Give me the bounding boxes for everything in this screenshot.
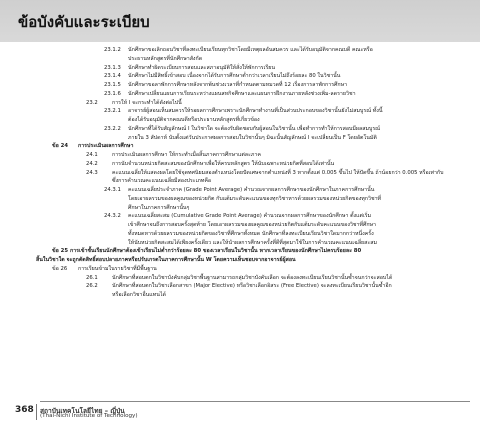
clause-text: ภายใน 3 สัปดาห์ นับตั้งแต่วันประกาศผลการสอบในวิชานั้นๆ มิฉะนั้นสัญลักษณ์ I จะเปลี่ยนเป็น F โดยอัตโนมัติ: [128, 134, 377, 141]
clause-number: ข้อ 24: [52, 143, 69, 150]
clause-number: 23.1.5: [104, 82, 121, 88]
clause-text: การประเมินผลการศึกษา ให้กระทำเมื่อสิ้นภาคการศึกษาแต่ละภาค: [112, 152, 261, 158]
clause-number: ข้อ 25: [52, 248, 69, 255]
clause-number: 23.1.6: [104, 90, 121, 97]
clause-text: หรือเลือกวิชาอื่นแทนได้: [112, 292, 166, 298]
clause-text: โดยเอาผลรวมของผลคูณของหน่วยกิต กับแต้มระดับคะแนนของทุกวิชาหารด้วยผลรวมของหน่วยกิตของทุกวิชาที่: [128, 195, 382, 202]
clause-number: 23.2: [86, 99, 98, 106]
clause-text: นักศึกษาที่สอบตกในวิชาบังคับกลุ่มวิชาพื้นฐานสามารถกลุ่มวิชาบังคับเลือก จะต้องลงทะเบียนเรียนวิชานั้นซ้ำจนกว่าจะสอบได้: [112, 274, 393, 281]
clause-text: การเข้าชั้นเรียนนักศึกษาต้องเข้าเรียนไม่ต่ำกว่าร้อยละ 80 ของเวลาเรียนในวิชานั้น หากเวลาเรียนของนักศึกษาไม่ครบร้อยละ 80: [70, 248, 362, 255]
clause-text: คะแนนเฉลี่ยให้แสดงผลโดยใช้จุดทศนิยมสองตำแหน่งโดยปัดเศษจากตำแหน่งที่ 3 หากตั้งแต่ 0.005 ขึ้นไป ให้ปัดขึ้น ถ้าน้อยกว่า 0.005 หรือเท่ากับ: [112, 169, 444, 176]
clause-number: 23.1.2: [104, 47, 121, 53]
page-title: ข้อบังคับและระเบียบ: [18, 13, 150, 31]
clause-text: นักศึกษาที่สอบตกในวิชาเลือกสาขา (Major Elective) หรือวิชาเลือกอิสระ (Free Elective) จะลงทะเบียนเรียนวิชานั้นซ้ำอีก: [112, 283, 392, 290]
footer-org-thai: สถาบันเทคโนโลยีไทย – ญี่ปุ่น: [40, 407, 125, 415]
clause-number: 24.1: [86, 152, 98, 158]
clause-number: 26.2: [86, 283, 98, 290]
clause-number: 24.3.2: [104, 213, 121, 220]
clause-text: ประธานหลักสูตรที่นักศึกษาสังกัด: [128, 55, 203, 62]
clause-number: 23.2.2: [104, 125, 121, 132]
clause-text: ต้องได้รับอนุมัติจากคณบดีหรือประธานหลักสูตรที่เกี่ยวข้อง: [128, 117, 260, 123]
clause-text: สิ้นในวิชาใด จะถูกตัดสิทธิ์สอบปลายภาคหรือปรับเกรดในภาคการศึกษานั้น W โดยความเห็นชอบจากอาจารย์ผู้สอน: [36, 257, 296, 263]
clause-text: นักศึกษาทำผิดระเบียบการสอบและสภาอนุมัติให้สั่งให้พักการเรียน: [128, 64, 276, 71]
clause-text: นักศึกษาขอเลิกถอนวิชาที่ลงทะเบียนเรียนทุกวิชาโดยมีเหตุผลอันสมควร และได้รับอนุมัติจากคณบดี คณะหรือ: [128, 47, 373, 53]
clause-text: การนับจำนวนหน่วยกิตสะสมของนักศึกษาเพื่อให้ครบหลักสูตร ให้นับเฉพาะหน่วยกิตที่สอบได้เท่านั้น: [112, 160, 335, 167]
clause-number: 26.1: [86, 274, 98, 281]
clause-text: การประเมินผลการศึกษา: [78, 143, 134, 150]
clause-text: ให้นับหน่วยกิตสะสมได้เพียงครั้งเดียว และให้นำผลการศึกษาครั้งที่ดีที่สุดมาใช้ในการคำนวณคะแนนเฉลี่ยสะสม: [128, 239, 377, 246]
clause-text: ซึ่งการคำนวณคะแนนเฉลี่ยมีสองประเภทคือ: [112, 178, 212, 185]
clause-text: นักศึกษาไม่มีสิทธิ์เข้าสอบ เนื่องจากได้รับการศึกษาต่ำกว่าเวลาเรียนไม่ถึงร้อยละ 80 ในวิชานั้น: [128, 73, 341, 80]
clause-text: การเรียนข้ามในรายวิชาที่มีพื้นฐาน: [78, 265, 157, 272]
clause-text: คะแนนเฉลี่ยสะสม (Cumulative Grade Point Average) คำนวณจากผลการศึกษาของนักศึกษา ตั้งแต่เริ่ม: [128, 213, 372, 220]
clause-number: 24.2: [86, 160, 98, 167]
clause-number: 23.1.3: [104, 64, 121, 71]
clause-text: นักศึกษาขอลาพักการศึกษาหลังจากพ้นช่วงเวลาที่กำหนดตามหมวดที่ 12 เรื่องการลาพักการศึกษา: [128, 82, 348, 88]
clause-text: การให้ I จะกระทำได้ดังต่อไปนี้: [112, 99, 182, 106]
clause-number: 24.3.1: [104, 187, 121, 193]
clause-text: ศึกษาในภาคการศึกษานั้นๆ: [128, 204, 190, 211]
clause-text: คะแนนเฉลี่ยประจำภาค (Grade Point Average) คำนวณจากผลการศึกษาของนักศึกษาในภาคการศึกษานั้น: [128, 187, 375, 193]
footer-org-english: (Thai-Nichi Institute of Technology): [40, 413, 138, 419]
document-body: [0, 42, 480, 398]
clause-number: 23.2.1: [104, 108, 121, 115]
clause-text: เข้าศึกษาจนถึงการสอบครั้งสุดท้าย โดยเอาผลรวมของผลคูณของหน่วยกิตกับแต้มระดับคะแนนของวิชาที่ศึกษา: [128, 222, 377, 228]
clause-text: ทั้งหมดหารด้วยผลรวมของหน่วยกิตของวิชาที่ศึกษาทั้งหมด นักศึกษาที่ลงทะเบียนเรียนวิชาใดมากกว่าหนึ่งครั้ง: [128, 230, 374, 237]
clause-text: นักศึกษาเปลี่ยนแผนการเรียนระหว่างแผนสหกิจศึกษาและแผนการฝึกงานภายหลังช่วงเพิ่ม-ลดรายวิชา: [128, 90, 356, 97]
clause-text: อาจารย์ผู้สอนเห็นสมควรให้รอผลการศึกษาเพราะนักศึกษาทำงานที่เป็นส่วนประกอบของวิชานั้นยังไม่สมบูรณ์ ทั้งนี้: [128, 108, 383, 115]
clause-number: 24.3: [86, 169, 98, 176]
page-number: 368: [15, 405, 34, 415]
header-band: [0, 0, 480, 42]
footer-divider: [40, 401, 470, 402]
clause-number: ข้อ 26: [52, 265, 68, 272]
clause-number: 23.1.4: [104, 73, 121, 80]
clause-text: นักศึกษาที่ได้รับสัญลักษณ์ I ในวิชาใด จะต้องรับผิดชอบกับผู้สอนในวิชานั้น เพื่อทำการทำให้การสอบมีผลสมบูรณ์: [128, 125, 381, 132]
page-number-divider: [36, 404, 37, 420]
